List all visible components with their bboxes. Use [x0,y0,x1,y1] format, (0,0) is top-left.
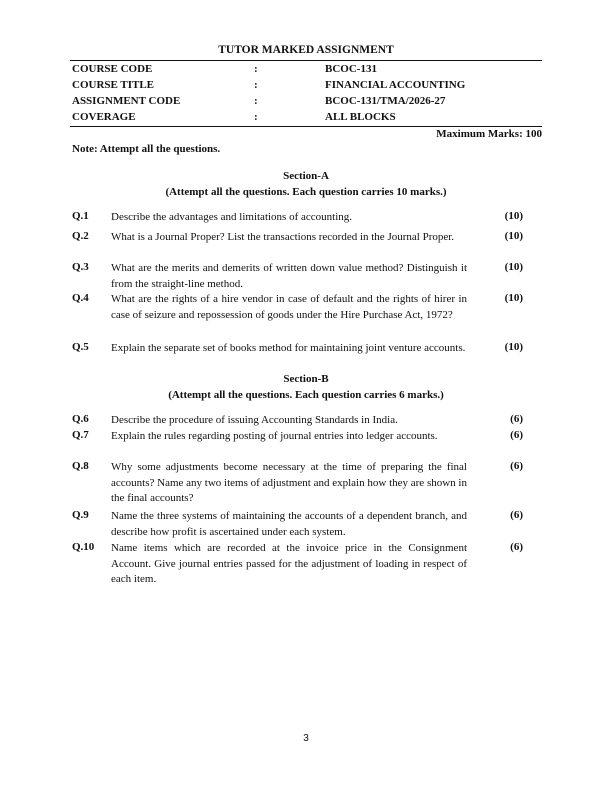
info-separator: : [254,95,258,107]
question-number: Q.4 [72,292,89,304]
question-number: Q.8 [72,460,89,472]
question-number: Q.7 [72,429,89,441]
page-number: 3 [303,733,309,744]
info-row-coverage [72,111,542,127]
info-label: ASSIGNMENT CODE [72,95,181,107]
question-number: Q.1 [72,210,89,222]
question-marks: (6) [510,429,523,441]
question-number: Q.10 [72,541,95,553]
section-a-instruction: (Attempt all the questions. Each question carries 10 marks.) [165,186,447,198]
section-a-title: Section-A [283,170,329,182]
question-text: What are the merits and demerits of written down value method? Distinguish it from the straight-line method. [111,262,467,290]
question-text: Describe the procedure of issuing Accounting Standards in India. [111,414,398,426]
assignment-title: TUTOR MARKED ASSIGNMENT [218,44,394,56]
note: Note: Attempt all the questions. [72,143,221,155]
info-value: BCOC-131/TMA/2026-27 [325,95,446,107]
question-text: What is a Journal Proper? List the transactions recorded in the Journal Proper. [111,231,455,243]
info-row-assignment-code [72,95,542,111]
question-marks: (6) [510,509,523,521]
question-marks: (10) [504,341,523,353]
question-number: Q.5 [72,341,89,353]
section-b-instruction: (Attempt all the questions. Each question carries 6 marks.) [168,389,444,401]
header-bottom-rule [70,126,542,127]
question-number: Q.3 [72,261,89,273]
question-text: Describe the advantages and limitations of accounting. [111,211,353,223]
question-marks: (10) [504,261,523,273]
info-value: BCOC-131 [325,63,377,75]
question-marks: (6) [510,541,523,553]
question-text: Explain the separate set of books method for maintaining joint venture accounts. [111,342,466,354]
question-number: Q.9 [72,509,89,521]
info-separator: : [254,63,258,75]
question-text: Name items which are recorded at the invoice price in the Consignment Account. Give journal entries passed for the adjustment of loading in respect of each item. [111,542,467,585]
question-marks: (6) [510,460,523,472]
info-value: ALL BLOCKS [325,111,396,123]
header-top-rule [70,60,542,61]
section-b-title: Section-B [283,373,329,385]
info-label: COVERAGE [72,111,136,123]
info-value: FINANCIAL ACCOUNTING [325,79,466,91]
info-separator: : [254,111,258,123]
info-row-course-title [72,79,542,95]
question-marks: (10) [504,292,523,304]
question-number: Q.6 [72,413,89,425]
question-number: Q.2 [72,230,89,242]
question-marks: (10) [504,230,523,242]
question-text: Explain the rules regarding posting of journal entries into ledger accounts. [111,430,438,442]
maximum-marks: Maximum Marks: 100 [436,128,542,140]
question-marks: (10) [504,210,523,222]
question-text: Why some adjustments become necessary at the time of preparing the final accounts? Name any two items of adjustment and explain how they are shown in the final accounts? [111,461,467,504]
question-text: What are the rights of a hire vendor in case of default and the rights of hirer in case of seizure and repossession of goods under the Hire Purchase Act, 1972? [111,293,467,321]
info-row-course-code [72,63,542,79]
question-marks: (6) [510,413,523,425]
info-separator: : [254,79,258,91]
info-label: COURSE CODE [72,63,153,75]
question-text: Name the three systems of maintaining the accounts of a dependent branch, and describe how profit is ascertained under each system. [111,510,467,538]
info-label: COURSE TITLE [72,79,155,91]
